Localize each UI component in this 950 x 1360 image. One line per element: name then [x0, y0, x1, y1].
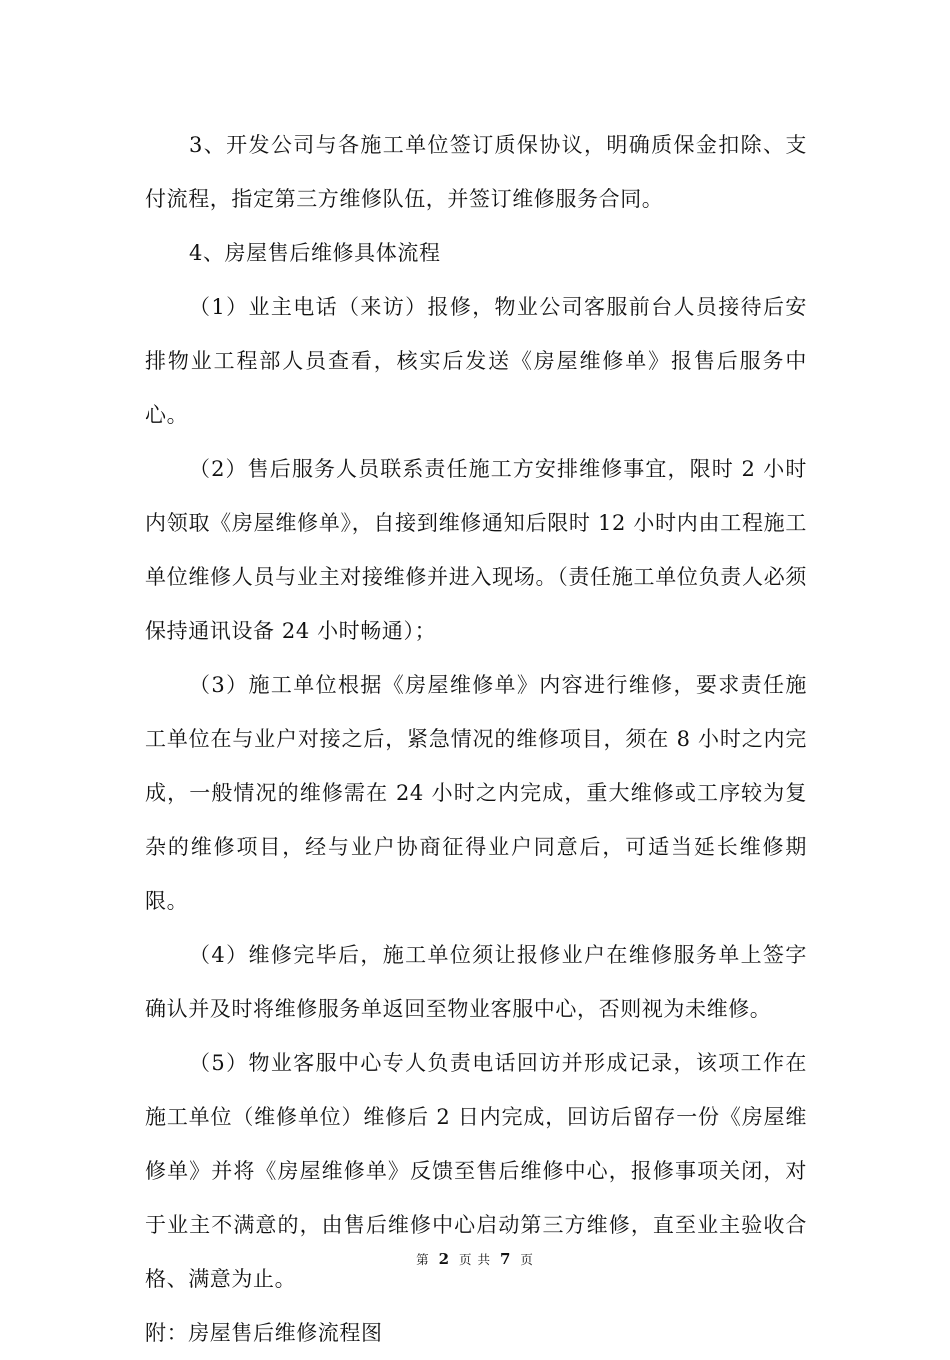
footer-suffix: 页: [520, 1252, 534, 1267]
paragraph-step-3: （3）施工单位根据《房屋维修单》内容进行维修，要求责任施工单位在与业户对接之后，紧急情况的维修项目，须在 8 小时之内完成，一般情况的维修需在 24 小时之内完成，重大维修或工序较为复杂的维修项目，经与业户协商征得业户同意后，可适当延长维修期限。: [145, 673, 807, 913]
document-body: [145, 118, 807, 1360]
current-page-number: 2: [438, 1250, 451, 1268]
footer-middle: 页 共: [459, 1252, 491, 1267]
paragraph-step-1: （1）业主电话（来访）报修，物业公司客服前台人员接待后安排物业工程部人员查看，核实后发送《房屋维修单》报售后服务中心。: [145, 295, 807, 427]
paragraph-step-2: （2）售后服务人员联系责任施工方安排维修事宜，限时 2 小时内领取《房屋维修单》，自接到维修通知后限时 12 小时内由工程施工单位维修人员与业主对接维修并进入现场。（责任施工单位负责人必须保持通讯设备 24 小时畅通）；: [145, 457, 807, 643]
footer-prefix: 第: [416, 1252, 430, 1267]
total-page-number: 7: [499, 1250, 512, 1268]
paragraph-quality-agreement: 3、开发公司与各施工单位签订质保协议，明确质保金扣除、支付流程，指定第三方维修队伍，并签订维修服务合同。: [145, 133, 807, 211]
paragraph-step-5: （5）物业客服中心专人负责电话回访并形成记录，该项工作在施工单位（维修单位）维修后 2 日内完成，回访后留存一份《房屋维修单》并将《房屋维修单》反馈至售后维修中心，报修事项关闭，对于业主不满意的，由售后维修中心启动第三方维修，直至业主验收合格、满意为止。: [145, 1051, 807, 1291]
paragraph-step-4: （4）维修完毕后，施工单位须让报修业户在维修服务单上签字确认并及时将维修服务单返回至物业客服中心，否则视为未维修。: [145, 943, 807, 1021]
appendix-note: 附：房屋售后维修流程图: [145, 1321, 383, 1345]
page-footer: [0, 1250, 950, 1268]
section-heading-repair-process: 4、房屋售后维修具体流程: [189, 241, 441, 265]
